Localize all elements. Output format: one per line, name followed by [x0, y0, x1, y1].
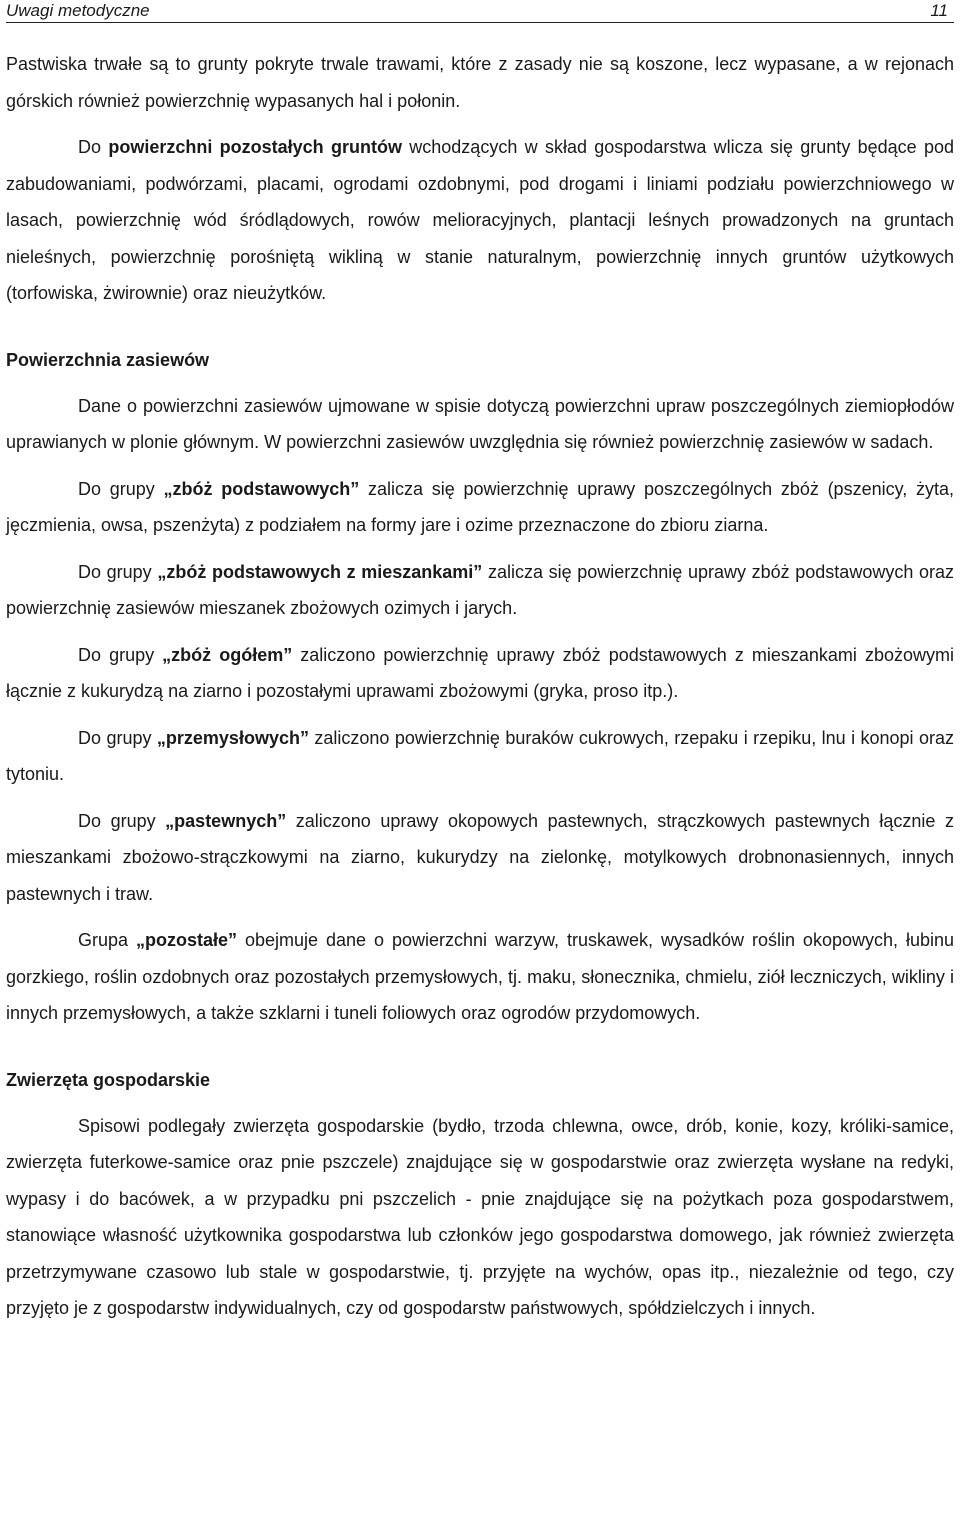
paragraph-zasiewy-intro: Dane o powierzchni zasiewów ujmowane w spisie dotyczą powierzchni upraw poszczególnych ziemiopłodów uprawianych w plonie głównym. W powierzchni zasiewów uwzględnia się również powierzchnię zasiewów w sadach.	[6, 395, 954, 452]
term-przemyslowe: „przemysłowych”	[156, 727, 309, 748]
paragraph-pastewne: Do grupy „pastewnych” zaliczono uprawy okopowych pastewnych, strączkowych pastewnych łącznie z mieszankami zbożowo-strączkowymi na ziarno, kukurydzy na zielonkę, motylkowych drobnonasiennych, innych pastewnych i traw.	[6, 810, 954, 904]
paragraph-zboza-podstawowe: Do grupy „zbóż podstawowych” zalicza się powierzchnię uprawy poszczególnych zbóż (pszenicy, żyta, jęczmienia, owsa, pszenżyta) z podziałem na formy jare i ozime przeznaczone do zbioru ziarna.	[6, 478, 954, 535]
running-header	[6, 0, 954, 23]
header-title: Uwagi metodyczne	[6, 1, 150, 20]
paragraph-zboza-z-mieszankami: Do grupy „zbóż podstawowych z mieszankami” zalicza się powierzchnię uprawy zbóż podstawowych oraz powierzchnię zasiewów mieszanek zbożowych ozimych i jarych.	[6, 561, 954, 618]
term-pozostale-grunty: powierzchni pozostałych gruntów	[108, 137, 402, 157]
paragraph-zwierzeta: Spisowi podlegały zwierzęta gospodarskie (bydło, trzoda chlewna, owce, drób, konie, kozy, króliki-samice, zwierzęta futerkowe-samice oraz pnie pszczele) znajdujące się w gospodarstwie oraz zwierzęta wysłane na redyki, wypasy i do bacówek, a w przypadku pni pszczelich - pnie znajdujące się na pożytkach poza gospodarstwem, stanowiące własność użytkownika gospodarstwa lub członków jego gospodarstwa domowego, jak również zwierzęta przetrzymywane czasowo lub stale w gospodarstwie, tj. przyjęte na wychów, opas itp., niezależnie od tego, czy przyjęto je z gospodarstw indywidualnych, czy od gospodarstw państwowych, spółdzielczych i innych.	[6, 1115, 954, 1318]
paragraph-pozostale-grunty: Do powierzchni pozostałych gruntów wchodzących w skład gospodarstwa wlicza się grunty będące pod zabudowaniami, podwórzami, placami, ogrodami ozdobnymi, pod drogami i liniami podziału powierzchniowego w lasach, powierzchnię wód śródlądowych, rowów melioracyjnych, plantacji leśnych prowadzonych na gruntach nieleśnych, powierzchnię porośniętą wikliną w stanie naturalnym, powierzchnię innych gruntów użytkowych (torfowiska, żwirownie) oraz nieużytków.	[6, 137, 955, 303]
section-heading-zasiewy: Powierzchnia zasiewów	[6, 349, 210, 370]
term-pastewne: „pastewnych”	[165, 810, 287, 831]
document-body	[6, 46, 954, 1327]
paragraph-zboza-ogolem: Do grupy „zbóż ogółem” zaliczono powierzchnię uprawy zbóż podstawowych z mieszankami zbożowymi łącznie z kukurydzą na ziarno i pozostałymi uprawami zbożowymi (gryka, proso itp.).	[6, 644, 954, 701]
term-zboza-ogolem: „zbóż ogółem”	[162, 644, 293, 665]
paragraph-pastwiska: Pastwiska trwałe są to grunty pokryte trwale trawami, które z zasady nie są koszone, lecz wypasane, a w rejonach górskich również powierzchnię wypasanych hal i połonin.	[6, 54, 954, 111]
term-zboza-podstawowe: „zbóż podstawowych”	[163, 478, 360, 499]
term-pozostale: „pozostałe”	[136, 930, 238, 950]
page-number: 11	[930, 1, 948, 20]
term-zboza-z-mieszankami: „zbóż podstawowych z mieszankami”	[157, 561, 483, 582]
paragraph-przemyslowe: Do grupy „przemysłowych” zaliczono powierzchnię buraków cukrowych, rzepaku i rzepiku, lnu i konopi oraz tytoniu.	[6, 727, 954, 784]
paragraph-pozostale: Grupa „pozostałe” obejmuje dane o powierzchni warzyw, truskawek, wysadków roślin okopowych, łubinu gorzkiego, roślin ozdobnych oraz pozostałych przemysłowych, tj. maku, słonecznika, chmielu, ziół leczniczych, wikliny i innych przemysłowych, a także szklarni i tuneli foliowych oraz ogrodów przydomowych.	[6, 930, 954, 1023]
section-heading-zwierzeta: Zwierzęta gospodarskie	[6, 1069, 211, 1090]
